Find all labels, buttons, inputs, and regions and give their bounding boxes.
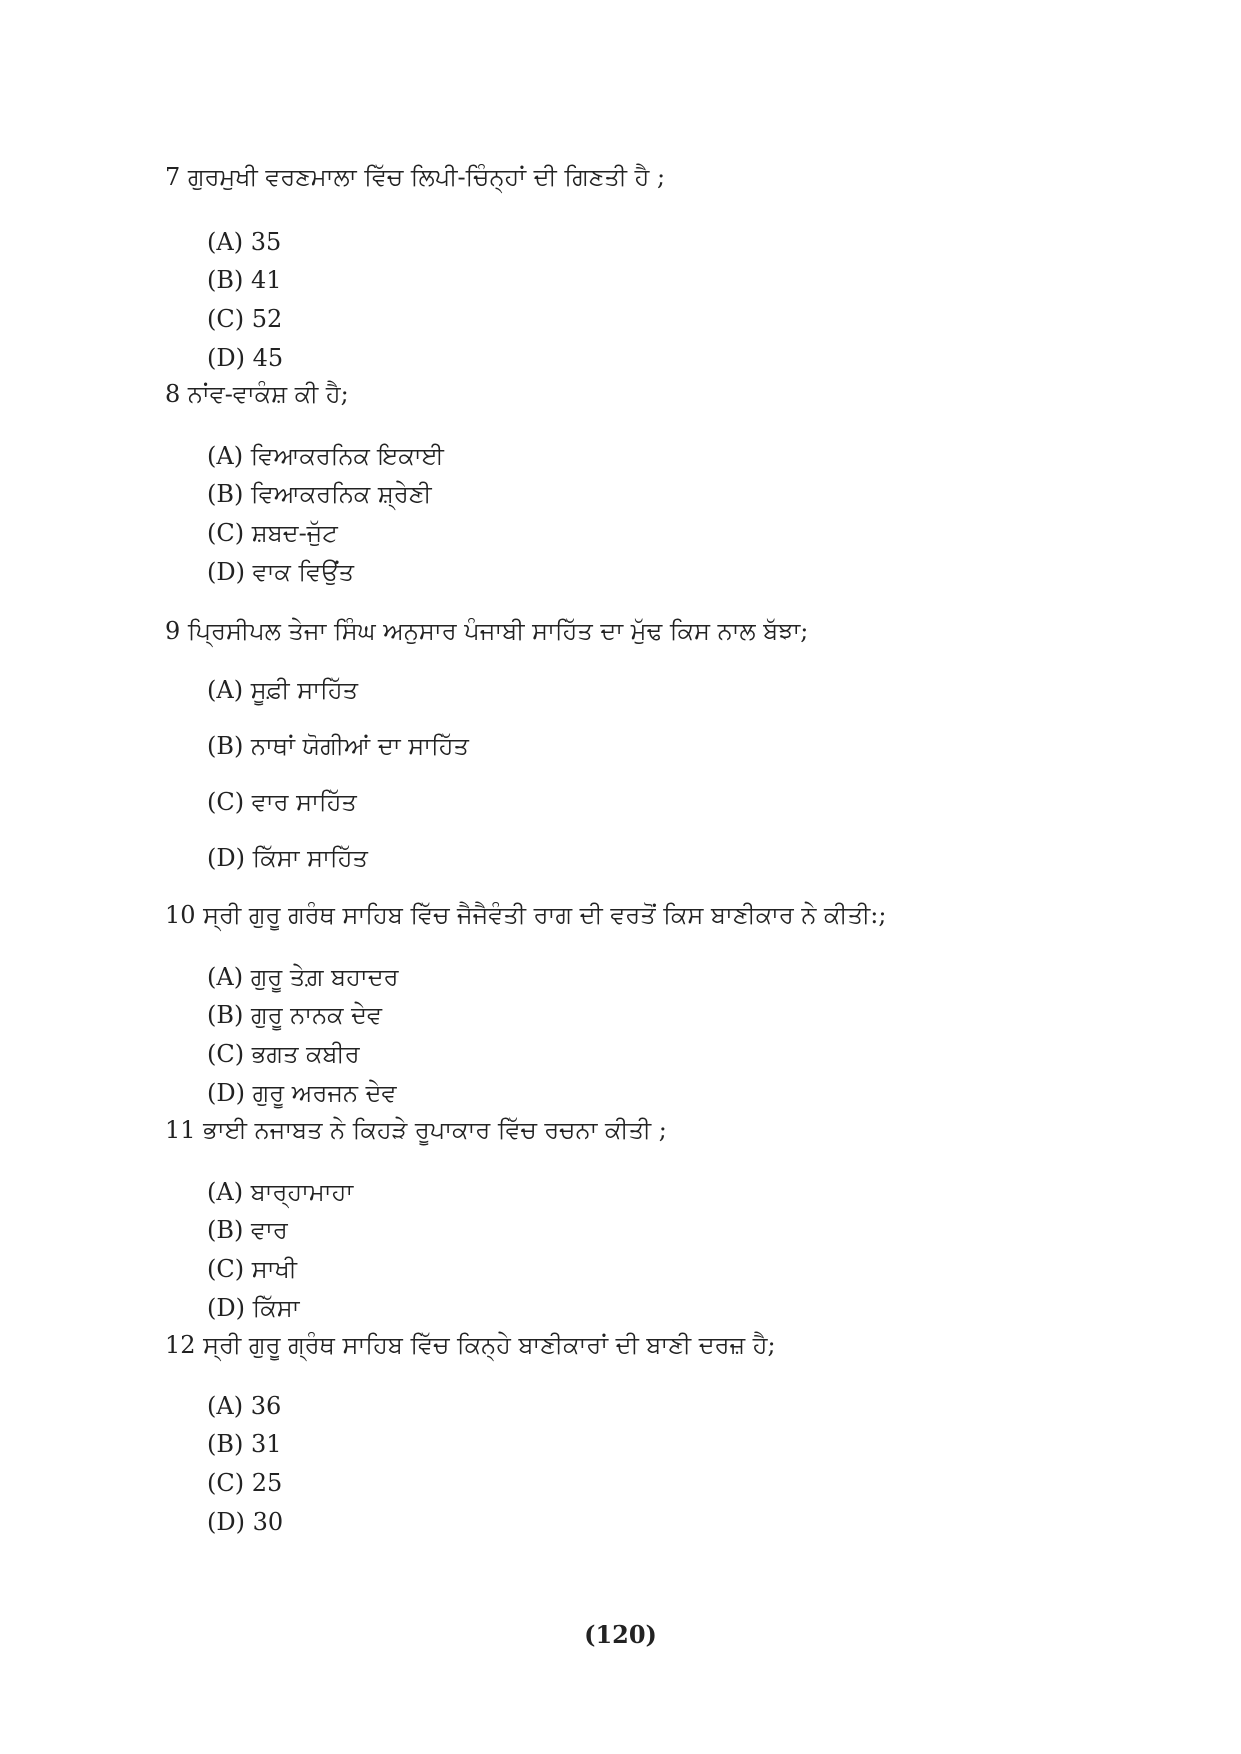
question-12-option-d: (D) 30 [207,1508,284,1536]
question-8-option-d: (D) ਵਾਕ ਵਿਉਂਤ [207,558,354,586]
question-10-option-d: (D) ਗੁਰੂ ਅਰਜਨ ਦੇਵ [207,1079,397,1107]
question-8: 8 ਨਾਂਵ-ਵਾਕੰਸ਼ ਕੀ ਹੈ; [165,380,349,408]
question-10-option-b: (B) ਗੁਰੂ ਨਾਨਕ ਦੇਵ [207,1001,382,1029]
question-11-option-a: (A) ਬਾਰ੍ਹਾਮਾਹਾ [207,1178,354,1206]
question-11-option-b: (B) ਵਾਰ [207,1216,288,1244]
question-7-option-b: (B) 41 [207,266,282,294]
question-12: 12 ਸ੍ਰੀ ਗੁਰੂ ਗ੍ਰੰਥ ਸਾਹਿਬ ਵਿੱਚ ਕਿਨ੍ਹੇ ਬਾਣੀਕਾਰਾਂ ਦੀ ਬਾਣੀ ਦਰਜ਼ ਹੈ; [165,1331,776,1359]
question-7-option-c: (C) 52 [207,305,283,333]
question-9-option-a: (A) ਸੂਫ਼ੀ ਸਾਹਿੱਤ [207,676,358,704]
question-10-option-c: (C) ਭਗਤ ਕਬੀਰ [207,1040,360,1068]
question-12-option-b: (B) 31 [207,1430,282,1458]
question-8-option-c: (C) ਸ਼ਬਦ-ਜੁੱਟ [207,519,338,547]
question-12-option-c: (C) 25 [207,1469,283,1497]
question-12-option-a: (A) 36 [207,1392,282,1420]
question-10-option-a: (A) ਗੁਰੂ ਤੇਗ਼ ਬਹਾਦਰ [207,963,399,991]
question-7-option-d: (D) 45 [207,344,284,372]
question-8-option-b: (B) ਵਿਆਕਰਨਿਕ ਸ਼੍ਰੇਣੀ [207,480,432,508]
question-9-option-c: (C) ਵਾਰ ਸਾਹਿੱਤ [207,788,357,816]
question-9: 9 ਪ੍ਰਿਸੀਪਲ ਤੇਜਾ ਸਿੰਘ ਅਨੁਸਾਰ ਪੰਜਾਬੀ ਸਾਹਿੱਤ ਦਾ ਮੁੱਢ ਕਿਸ ਨਾਲ ਬੱਝਾ; [165,617,809,645]
question-9-option-b: (B) ਨਾਥਾਂ ਯੋਗੀਆਂ ਦਾ ਸਾਹਿੱਤ [207,732,469,760]
question-7-option-a: (A) 35 [207,228,282,256]
question-11: 11 ਭਾਈ ਨਜਾਬਤ ਨੇ ਕਿਹੜੇ ਰੂਪਾਕਾਰ ਵਿੱਚ ਰਚਨਾ ਕੀਤੀ ; [165,1116,667,1144]
question-8-option-a: (A) ਵਿਆਕਰਨਿਕ ਇਕਾਈ [207,442,444,470]
question-7: 7 ਗੁਰਮੁਖੀ ਵਰਣਮਾਲਾ ਵਿੱਚ ਲਿਪੀ-ਚਿੰਨ੍ਹਾਂ ਦੀ ਗਿਣਤੀ ਹੈ ; [165,163,666,191]
page-number: (120) [584,1620,657,1649]
question-11-option-d: (D) ਕਿੱਸਾ [207,1294,300,1322]
question-11-option-c: (C) ਸਾਖੀ [207,1255,298,1283]
question-9-option-d: (D) ਕਿੱਸਾ ਸਾਹਿੱਤ [207,844,368,872]
question-10: 10 ਸ੍ਰੀ ਗੁਰੂ ਗਰੰਥ ਸਾਹਿਬ ਵਿੱਚ ਜੈਜੈਵੰਤੀ ਰਾਗ ਦੀ ਵਰਤੋਂ ਕਿਸ ਬਾਣੀਕਾਰ ਨੇ ਕੀਤੀ:; [165,901,887,929]
